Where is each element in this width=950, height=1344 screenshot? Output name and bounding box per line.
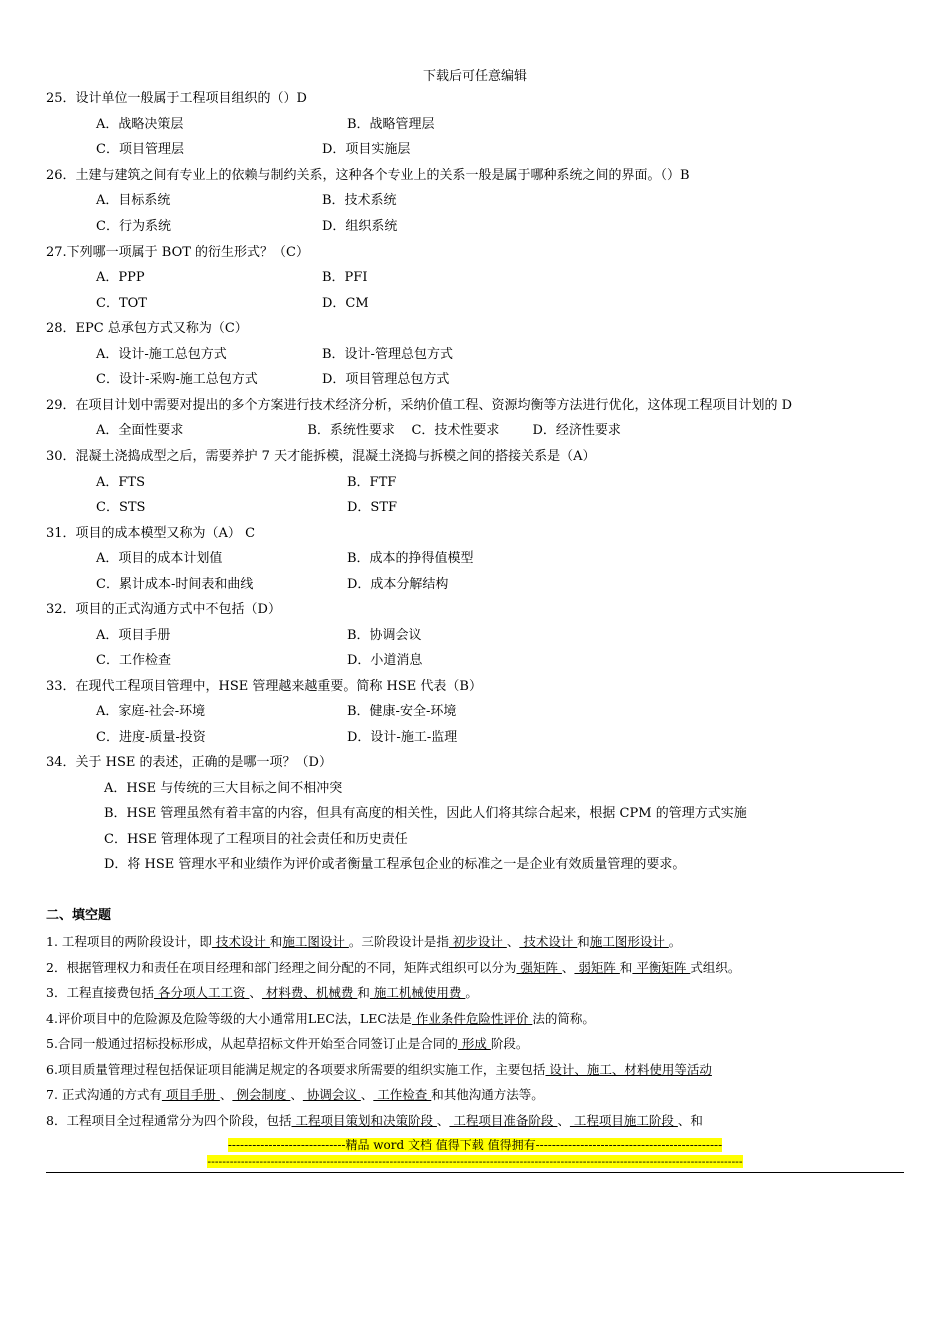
question-25: 25．设计单位一般属于工程项目组织的（）D (46, 91, 307, 106)
option-b: B．FTF (347, 475, 397, 490)
option-b: B．协调会议 (347, 628, 422, 643)
option-b: B．战略管理层 (347, 117, 435, 132)
option-c: C．行为系统 (96, 219, 171, 234)
option-d: D．CM (322, 296, 369, 311)
page-header: 下载后可任意编辑 (422, 69, 527, 84)
question-30: 30．混凝土浇捣成型之后，需要养护 7 天才能拆模，混凝土浇捣与拆模之间的搭接关系是（A） (46, 449, 596, 464)
fill-item-3: 3．工程直接费包括 各分项人工工资 、 材料费、机械费 和 施工机械使用费 。 (46, 985, 478, 1000)
promo-banner-line-1: -----------------------------精品 word 文档 值得下载 值得拥有---------------------------------------------- (227, 1138, 723, 1152)
option-b: B．健康-安全-环境 (347, 704, 457, 719)
option-d: D．组织系统 (322, 219, 398, 234)
option-a: A．HSE 与传统的三大目标之间不相冲突 (104, 781, 343, 796)
option-d: D．设计-施工-监理 (347, 730, 458, 745)
options-inline: A．全面性要求 B．系统性要求 C．技术性要求 D．经济性要求 (96, 423, 621, 438)
option-d: D．将 HSE 管理水平和业绩作为评价或者衡量工程承包企业的标准之一是企业有效质量管理的要求。 (104, 857, 686, 872)
option-d: D．成本分解结构 (347, 577, 449, 592)
option-c: C．累计成本-时间表和曲线 (96, 577, 254, 592)
option-a: A．家庭-社会-环境 (96, 704, 206, 719)
question-28: 28．EPC 总承包方式又称为（C） (46, 321, 248, 336)
option-a: A．目标系统 (96, 193, 171, 208)
question-27: 27.下列哪一项属于 BOT 的衍生形式？（C） (46, 245, 310, 260)
question-33: 33．在现代工程项目管理中，HSE 管理越来越重要。简称 HSE 代表（B） (46, 679, 482, 694)
option-b: B．HSE 管理虽然有着丰富的内容，但具有高度的相关性，因此人们将其综合起来，根据 CPM 的管理方式实施 (104, 806, 747, 821)
fill-item-1: 1. 工程项目的两阶段设计，即 技术设计 和施工图设计 。三阶段设计是指 初步设计 、 技术设计 和施工图形设计 。 (46, 934, 682, 949)
option-c: C．设计-采购-施工总包方式 (96, 372, 258, 387)
fill-item-7: 7. 正式沟通的方式有 项目手册 、 例会制度 、 协调会议 、 工作检查 和其他沟通方法等。 (46, 1087, 544, 1102)
option-a: A．战略决策层 (96, 117, 184, 132)
option-a: A．项目的成本计划值 (96, 551, 223, 566)
fill-item-2: 2．根据管理权力和责任在项目经理和部门经理之间分配的不同，矩阵式组织可以分为 强矩阵 、 弱矩阵 和 平衡矩阵 式组织。 (46, 960, 741, 975)
fill-item-4: 4.评价项目中的危险源及危险等级的大小通常用LEC法，LEC法是 作业条件危险性评价 法的简称。 (46, 1011, 595, 1026)
fill-item-6: 6.项目质量管理过程包括保证项目能满足规定的各项要求所需要的组织实施工作，主要包括 设计、施工、材料使用等活动 (46, 1062, 712, 1077)
question-29: 29．在项目计划中需要对提出的多个方案进行技术经济分析，采纳价值工程、资源均衡等方法进行优化，这体现工程项目计划的 D (46, 398, 793, 413)
option-c: C．TOT (96, 296, 147, 311)
option-a: A．项目手册 (96, 628, 171, 643)
option-b: B．设计-管理总包方式 (322, 347, 453, 362)
option-c: C．HSE 管理体现了工程项目的社会责任和历史责任 (104, 832, 408, 847)
option-d: D．项目管理总包方式 (322, 372, 450, 387)
fill-item-8: 8．工程项目全过程通常分为四个阶段，包括 工程项目策划和决策阶段 、 工程项目准备阶段 、 工程项目施工阶段 、和 (46, 1113, 703, 1128)
section-title: 二、填空题 (46, 908, 112, 923)
footer-divider (46, 1172, 904, 1173)
question-34: 34．关于 HSE 的表述，正确的是哪一项？（D） (46, 755, 332, 770)
option-a: A．PPP (96, 270, 145, 285)
question-26: 26．土建与建筑之间有专业上的依赖与制约关系，这种各个专业上的关系一般是属于哪种系统之间的界面。（）B (46, 168, 690, 183)
option-a: A．设计-施工总包方式 (96, 347, 227, 362)
option-c: C．进度-质量-投资 (96, 730, 206, 745)
option-d: D．项目实施层 (322, 142, 411, 157)
option-b: B．技术系统 (322, 193, 397, 208)
promo-banner-line-2: ------------------------------------------------------------------------------------------------------------------------------------------------ (207, 1155, 743, 1168)
option-a: A．FTS (96, 475, 145, 490)
option-d: D．STF (347, 500, 398, 515)
option-c: C．工作检查 (96, 653, 171, 668)
option-c: C．项目管理层 (96, 142, 184, 157)
question-32: 32．项目的正式沟通方式中不包括（D） (46, 602, 281, 617)
fill-item-5: 5.合同一般通过招标投标形成，从起草招标文件开始至合同签订止是合同的 形成 阶段。 (46, 1036, 529, 1051)
option-d: D．小道消息 (347, 653, 423, 668)
option-b: B．成本的挣得值模型 (347, 551, 474, 566)
option-b: B．PFI (322, 270, 368, 285)
option-c: C．STS (96, 500, 146, 515)
question-31: 31．项目的成本模型又称为（A） C (46, 526, 256, 541)
